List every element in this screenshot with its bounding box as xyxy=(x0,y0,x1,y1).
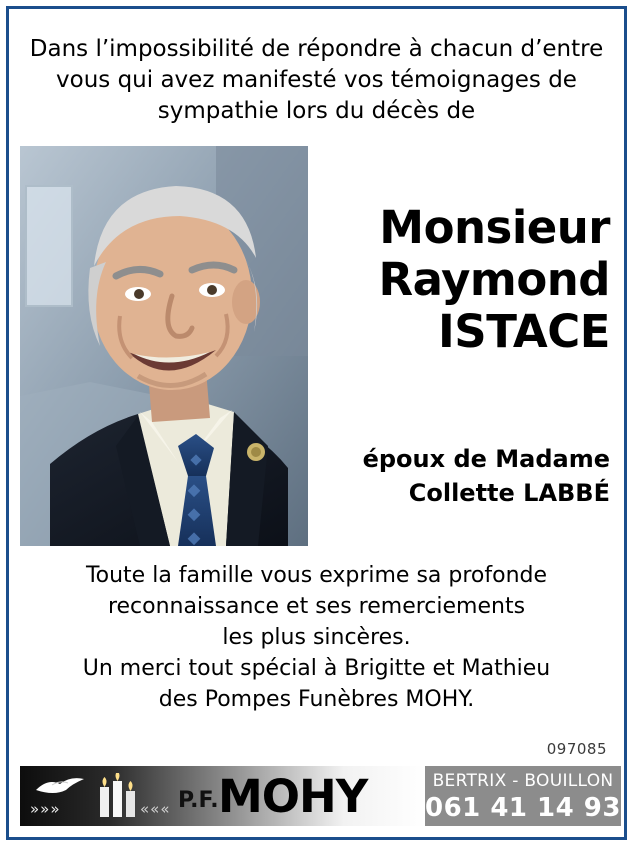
thanks-line-5: des Pompes Funèbres MOHY. xyxy=(158,687,475,712)
portrait-illustration xyxy=(20,146,308,546)
arrows-left-decoration: »»» xyxy=(30,800,61,818)
deceased-name xyxy=(312,202,610,358)
banner-contact-area xyxy=(425,766,621,826)
thanks-line-3: les plus sincères. xyxy=(222,625,411,650)
spouse-line-1: époux de Madame xyxy=(362,445,610,473)
portrait-photo xyxy=(20,146,308,546)
intro-line-1: Dans l’impossibilité de répondre à chacun d’entre xyxy=(29,36,604,62)
name-line-last: ISTACE xyxy=(438,305,610,358)
city-label: BERTRIX - BOUILLON xyxy=(432,771,614,791)
intro-line-3: sympathie lors du décès de xyxy=(157,98,476,124)
name-line-title: Monsieur xyxy=(379,201,610,254)
spouse-line-2: Collette LABBÉ xyxy=(408,479,610,507)
candles-icon xyxy=(92,773,140,819)
pf-label: P.F. xyxy=(178,788,219,813)
phone-number: 061 41 14 93 xyxy=(425,793,621,823)
intro-text xyxy=(22,34,611,127)
notice-content xyxy=(12,12,621,834)
thanks-line-2: reconnaissance et ses remerciements xyxy=(107,594,526,619)
intro-line-2: vous qui avez manifesté vos témoignages de xyxy=(56,67,577,93)
spouse-info xyxy=(312,442,610,510)
thanks-line-4: Un merci tout spécial à Brigitte et Mathieu xyxy=(82,656,551,681)
name-line-first: Raymond xyxy=(378,253,610,306)
thanks-line-1: Toute la famille vous exprime sa profonde xyxy=(85,563,548,588)
funeral-home-banner xyxy=(20,766,621,826)
reference-number: 097085 xyxy=(546,740,607,758)
arrows-right-decoration: ««« xyxy=(140,800,171,818)
company-name: MOHY xyxy=(218,770,368,823)
banner-logo-area xyxy=(20,766,425,826)
dove-icon xyxy=(34,774,88,796)
thanks-text xyxy=(22,560,611,715)
